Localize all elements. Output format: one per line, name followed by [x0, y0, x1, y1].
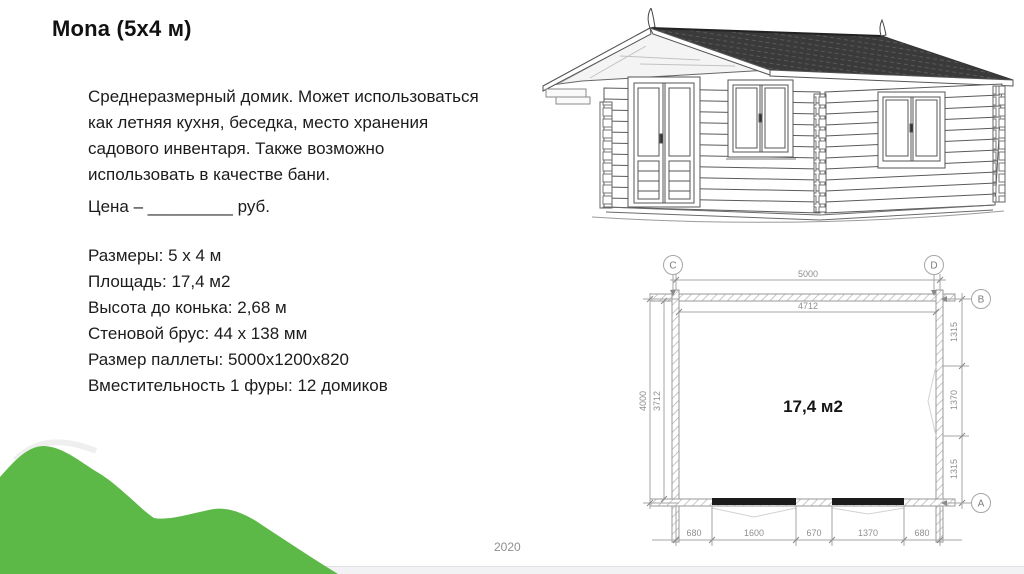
axis-label-a: A: [977, 498, 985, 510]
spec-item: Размеры: 5 х 4 м: [88, 246, 222, 265]
page-title: Mona (5x4 м): [52, 16, 192, 41]
dim-left-inner: 3712: [652, 390, 662, 412]
green-wave-shape: [0, 446, 338, 574]
dim-bottom-1: 680: [686, 528, 702, 538]
door-handle: [660, 134, 663, 143]
side-window: [878, 92, 945, 168]
description-line: садового инвентаря. Также возможно: [88, 139, 385, 158]
specs-list: [88, 243, 388, 399]
dim-top-outer: 5000: [797, 269, 819, 279]
axis-label-d: D: [930, 260, 938, 272]
spec-item: Площадь: 17,4 м2: [88, 272, 231, 291]
dim-bottom-2: 1600: [743, 528, 765, 538]
description-line: как летняя кухня, беседка, место хранения: [88, 113, 429, 132]
dim-right-bottom: 1315: [949, 458, 959, 480]
plan-window-opening: [832, 498, 904, 505]
roof-finial-left: [648, 8, 655, 28]
spec-item: Высота до конька: 2,68 м: [88, 298, 287, 317]
plan-walls: [650, 290, 955, 542]
dim-bottom-3: 670: [806, 528, 822, 538]
corner-log-post-middle: [814, 94, 826, 212]
spec-item: Стеновой брус: 44 х 138 мм: [88, 324, 308, 343]
window-handle: [910, 124, 913, 132]
spec-item: Размер паллеты: 5000х1200х820: [88, 350, 349, 369]
plan-opening-hints: [712, 366, 936, 517]
footer-year: 2020: [494, 540, 521, 554]
eave-return-step: [546, 89, 586, 97]
cabin-3d-line-drawing: [530, 8, 1020, 230]
plan-area-label: 17,4 м2: [783, 397, 843, 416]
eave-return-step: [556, 97, 590, 104]
dim-bottom-5: 680: [914, 528, 930, 538]
corner-log-post-left: [600, 102, 612, 208]
green-wave-decoration: [0, 428, 350, 574]
axis-label-b: B: [977, 294, 985, 306]
window-handle: [759, 114, 762, 122]
dim-bottom-4: 1370: [857, 528, 879, 538]
floor-plan: [625, 250, 1020, 570]
corner-log-post-right: [993, 86, 1005, 202]
description-paragraph: [88, 84, 479, 188]
spec-item: Вместительность 1 фуры: 12 домиков: [88, 376, 388, 395]
dim-right-mid: 1370: [949, 389, 959, 411]
roof-finial-right: [880, 20, 886, 36]
dim-top-inner: 4712: [797, 301, 819, 311]
description-line: использовать в качестве бани.: [88, 165, 331, 184]
description-line: Среднеразмерный домик. Может использоваться: [88, 87, 479, 106]
front-window: [726, 80, 796, 159]
dim-left-outer: 4000: [638, 390, 648, 412]
dim-right-top: 1315: [949, 321, 959, 343]
plan-door-opening: [712, 498, 796, 505]
double-door: [628, 77, 700, 207]
price-line: Цена – _________ руб.: [88, 197, 271, 216]
axis-label-c: C: [669, 260, 677, 272]
